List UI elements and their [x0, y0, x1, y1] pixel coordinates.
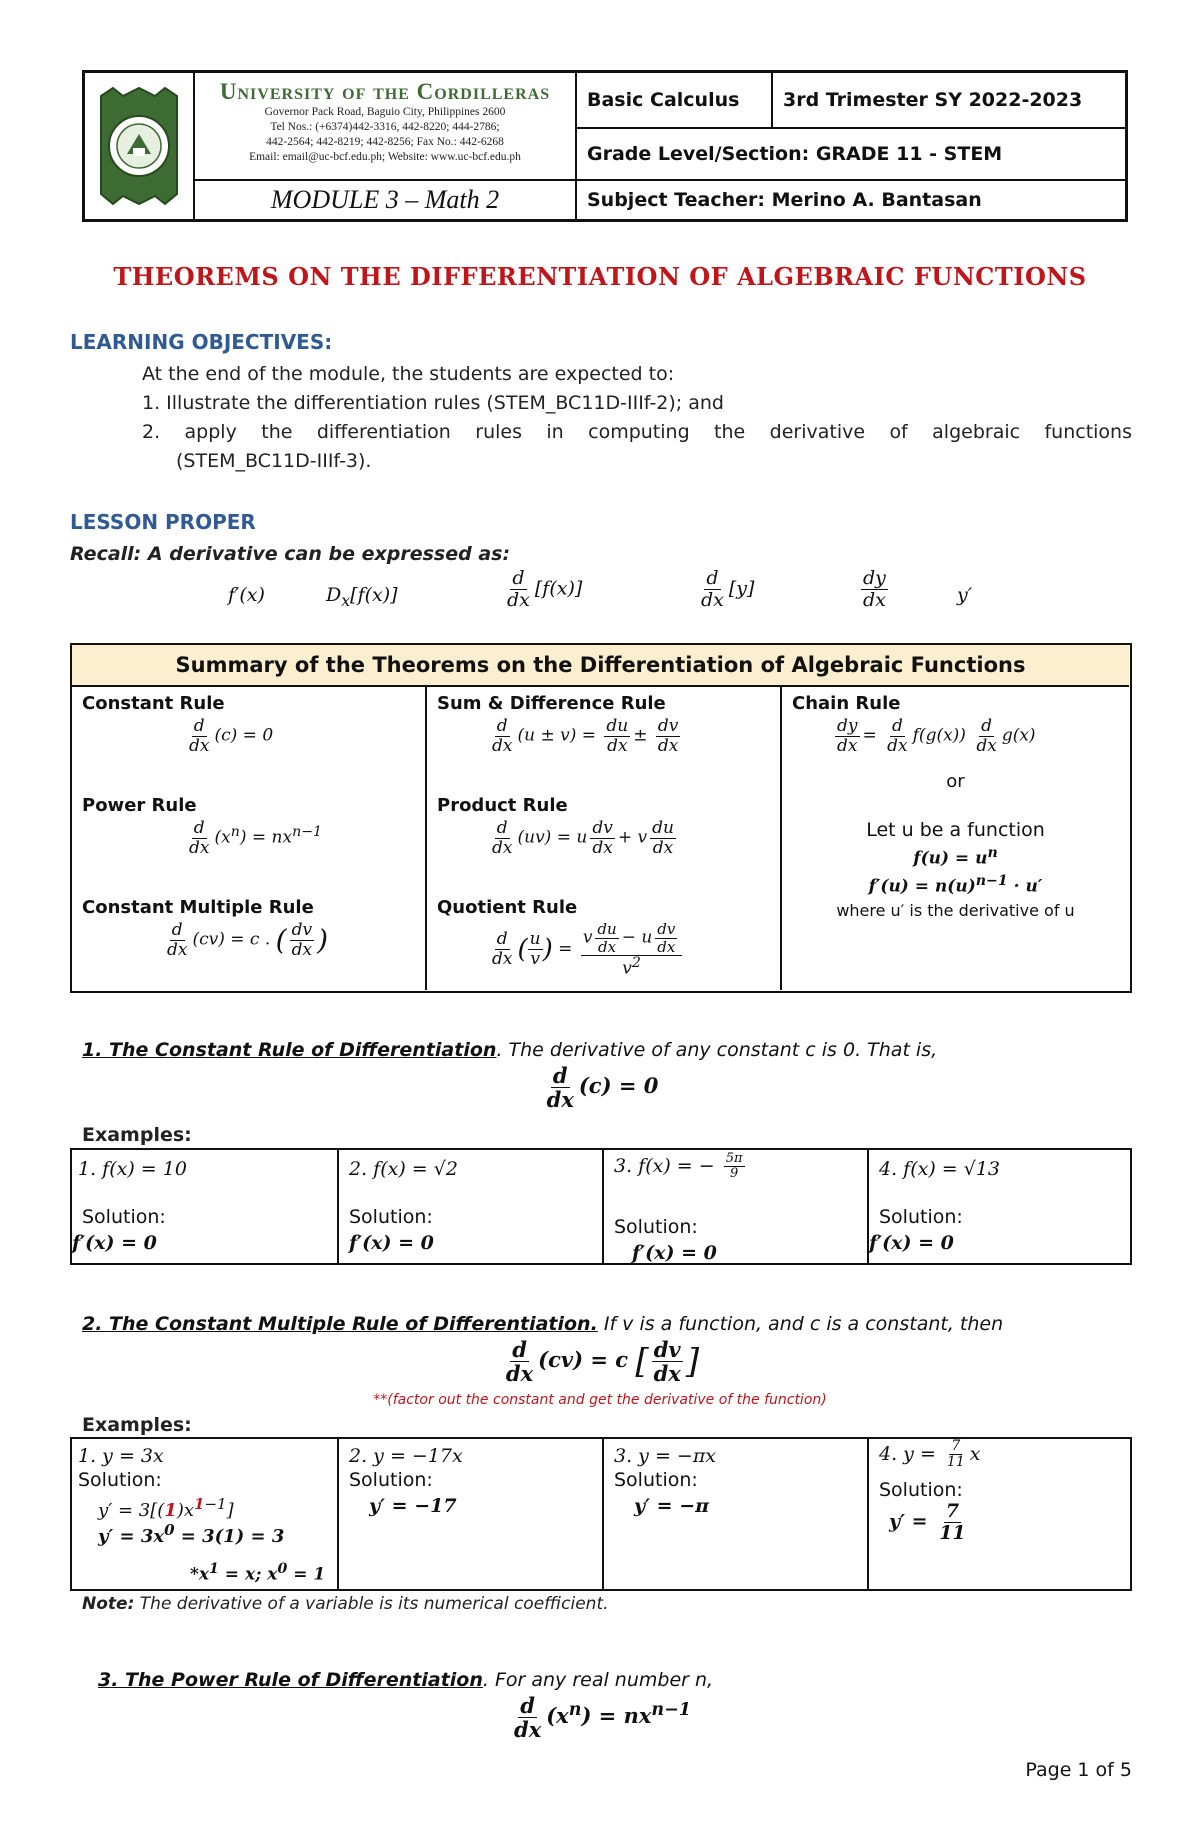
- example-cell: [72, 1439, 337, 1589]
- example-3-function: 3. y = −πx: [614, 1445, 717, 1467]
- notation-ddx-y: $\frac{d}{dx}$ [y]: [701, 567, 755, 611]
- section2-note: [82, 1594, 609, 1614]
- trimester-label: 3rd Trimester SY 2022-2023: [773, 73, 1125, 129]
- section3-label: 3. The Power Rule of Differentiation: [98, 1669, 483, 1691]
- page-title: THEOREMS ON THE DIFFERENTIATION OF ALGEBRAIC FUNCTIONS: [113, 262, 1087, 291]
- solution-label: Solution:: [614, 1216, 698, 1238]
- notation-fprime: f′(x): [228, 584, 265, 606]
- constant-rule-formula: $\frac{d}{dx}$ (c) = 0: [189, 716, 274, 756]
- note-text: The derivative of a variable is its numerical coefficient.: [134, 1594, 609, 1614]
- section1-description: . The derivative of any constant c is 0. That is,: [496, 1039, 938, 1061]
- notation-dydx: $\frac{dy}{dx}$: [863, 567, 886, 611]
- subject-label: Basic Calculus: [577, 73, 773, 129]
- chain-rule-derivative-formula: $f'(u) = n(u)^{n-1} \cdot u'$: [868, 873, 1043, 897]
- example-1-answer: f′(x) = 0: [72, 1232, 157, 1254]
- section3-description: . For any real number n,: [482, 1669, 714, 1691]
- example-4-answer: y′ = $\frac{7}{11}$: [889, 1500, 966, 1544]
- summary-table: [70, 643, 1132, 993]
- product-rule-formula: $\frac{d}{dx}$ (uv) = u $\frac{dv}{dx}$ + v $\frac{du}{dx}$: [492, 818, 674, 858]
- example-cell: [602, 1150, 867, 1263]
- summary-col-3: [782, 685, 1129, 990]
- chain-rule-label: Chain Rule: [792, 693, 901, 714]
- or-text: or: [946, 771, 965, 792]
- constant-rule-statement: $\frac{d}{dx}$ (c) = 0: [546, 1063, 659, 1113]
- address-line: Governor Pack Road, Baguio City, Philippines 2600: [264, 106, 506, 118]
- note-label: Note:: [82, 1594, 135, 1614]
- constant-multiple-rule-formula: $\frac{d}{dx}$ (cv) = c . ( $\frac{dv}{dx}$ ): [167, 920, 329, 960]
- university-info: [195, 73, 577, 181]
- quotient-rule-formula: $\frac{d}{dx}$ ( $\frac{u}{v}$ ) = v $\frac{du}{dx}$ − u $\frac{dv}{dx}$ $v^2$: [487, 921, 685, 978]
- section2-heading: [82, 1313, 1003, 1335]
- lesson-heading: LESSON PROPER: [70, 510, 256, 534]
- chain-rule-formula: $\frac{dy}{dx}$ = $\frac{d}{dx}$ f(g(x)) $\frac{d}{dx}$ g(x): [837, 716, 1036, 756]
- solution-label: Solution:: [349, 1469, 433, 1491]
- email-line: Email: email@uc-bcf.edu.ph; Website: www.uc-bcf.edu.ph: [249, 151, 521, 163]
- example-3-answer: y′ = −π: [634, 1495, 710, 1517]
- quotient-rule-label: Quotient Rule: [437, 897, 578, 918]
- example-4-answer: f′(x) = 0: [869, 1232, 954, 1254]
- page-number: Page 1 of 5: [1025, 1759, 1132, 1781]
- sum-difference-rule-label: Sum & Difference Rule: [437, 693, 666, 714]
- phone-line: Tel Nos.: (+6374)442-3316, 442-8220; 444-2786;: [270, 121, 500, 133]
- example-1-answer: $y' = 3x^0 = 3(1) = 3$: [98, 1521, 285, 1547]
- constant-multiple-rule-label: Constant Multiple Rule: [82, 897, 314, 918]
- university-name: University of the Cordilleras: [219, 79, 551, 104]
- solution-label: Solution:: [879, 1206, 963, 1228]
- example-cell: [867, 1150, 1129, 1263]
- objective-item-cont: (STEM_BC11D-IIIf-3).: [176, 450, 372, 472]
- example-3-function: 3. f(x) = − $\frac{5\pi}{9}$: [614, 1151, 743, 1182]
- solution-label: Solution:: [349, 1206, 433, 1228]
- example-cell: [602, 1439, 867, 1589]
- example-2-answer: f′(x) = 0: [349, 1232, 434, 1254]
- constant-multiple-statement: $\frac{d}{dx}$ (cv) = c [ $\frac{dv}{dx}$ ]: [505, 1337, 700, 1387]
- notation-yprime: y′: [957, 584, 973, 606]
- constant-rule-label: Constant Rule: [82, 693, 225, 714]
- grade-label: Grade Level/Section: GRADE 11 - STEM: [577, 129, 1125, 181]
- section3-heading: [98, 1669, 713, 1691]
- example-2-function: 2. y = −17x: [349, 1445, 463, 1467]
- section1-label: 1. The Constant Rule of Differentiation: [82, 1039, 497, 1061]
- example-1-step: $y' = 3[(1)x^{1-1}]$: [98, 1495, 234, 1521]
- section2-examples-label: Examples:: [82, 1414, 192, 1436]
- section2-hint: **(factor out the constant and get the derivative of the function): [373, 1392, 827, 1408]
- solution-label: Solution:: [82, 1206, 166, 1228]
- example-1-function: 1. f(x) = 10: [78, 1158, 187, 1180]
- example-4-function: 4. y = $\frac{7}{11}$ x: [879, 1438, 981, 1471]
- example-cell: [337, 1439, 602, 1589]
- section1-examples-label: Examples:: [82, 1124, 192, 1146]
- example-2-answer: y′ = −17: [369, 1495, 457, 1517]
- example-1-note: $*x^1 = x$; $x^0 = 1$: [190, 1561, 326, 1585]
- example-cell: [72, 1150, 337, 1263]
- summary-col-2: [427, 685, 782, 990]
- power-rule-formula: $\frac{d}{dx}$ $(x^n) = nx^{n-1}$: [189, 818, 323, 858]
- solution-label: Solution:: [614, 1469, 698, 1491]
- product-rule-label: Product Rule: [437, 795, 568, 816]
- example-cell: [867, 1439, 1129, 1589]
- objectives-heading: LEARNING OBJECTIVES:: [70, 330, 333, 354]
- example-cell: [337, 1150, 602, 1263]
- module-header: [82, 70, 1128, 222]
- module-label: MODULE 3 – Math 2: [195, 181, 577, 219]
- objective-item: 1. Illustrate the differentiation rules (STEM_BC11D-IIIf-2); and: [142, 392, 724, 414]
- sum-difference-rule-formula: $\frac{d}{dx}$ (u ± v) = $\frac{du}{dx}$ ± $\frac{dv}{dx}$: [492, 716, 679, 756]
- section1-heading: [82, 1039, 937, 1061]
- let-u-text: Let u be a function: [866, 819, 1045, 841]
- notation-ddx-f: $\frac{d}{dx}$ [f(x)]: [507, 567, 583, 611]
- example-1-function: 1. y = 3x: [78, 1445, 164, 1467]
- section2-description: If v is a function, and c is a constant, then: [597, 1313, 1004, 1335]
- solution-label: Solution:: [78, 1469, 162, 1491]
- chain-rule-power-formula: $f(u) = u^n$: [913, 845, 998, 869]
- teacher-label: Subject Teacher: Merino A. Bantasan: [587, 189, 982, 211]
- power-rule-label: Power Rule: [82, 795, 197, 816]
- section2-label: 2. The Constant Multiple Rule of Differentiation.: [82, 1313, 598, 1335]
- power-rule-statement: $\frac{d}{dx}$ $(x^n) = nx^{n-1}$: [514, 1693, 691, 1743]
- section2-examples-table: [70, 1437, 1132, 1591]
- summary-title: Summary of the Theorems on the Differentiation of Algebraic Functions: [72, 645, 1129, 687]
- notation-dx: $D_x[f(x)]$: [326, 584, 398, 610]
- solution-label: Solution:: [879, 1479, 963, 1501]
- example-4-function: 4. f(x) = √13: [879, 1158, 1001, 1180]
- example-3-answer: f′(x) = 0: [632, 1242, 717, 1264]
- university-logo: [85, 73, 195, 219]
- objectives-intro: At the end of the module, the students are expected to:: [142, 363, 675, 385]
- example-2-function: 2. f(x) = √2: [349, 1158, 458, 1180]
- summary-col-1: [72, 685, 427, 990]
- where-text: where u′ is the derivative of u: [836, 901, 1075, 920]
- objective-item: 2. apply the differentiation rules in computing the derivative of algebraic functions: [142, 421, 1132, 443]
- recall-text: Recall: A derivative can be expressed as:: [70, 543, 511, 565]
- phone-line: 442-2564; 442-8219; 442-8256; Fax No.: 442-6268: [266, 136, 504, 148]
- section1-examples-table: [70, 1148, 1132, 1265]
